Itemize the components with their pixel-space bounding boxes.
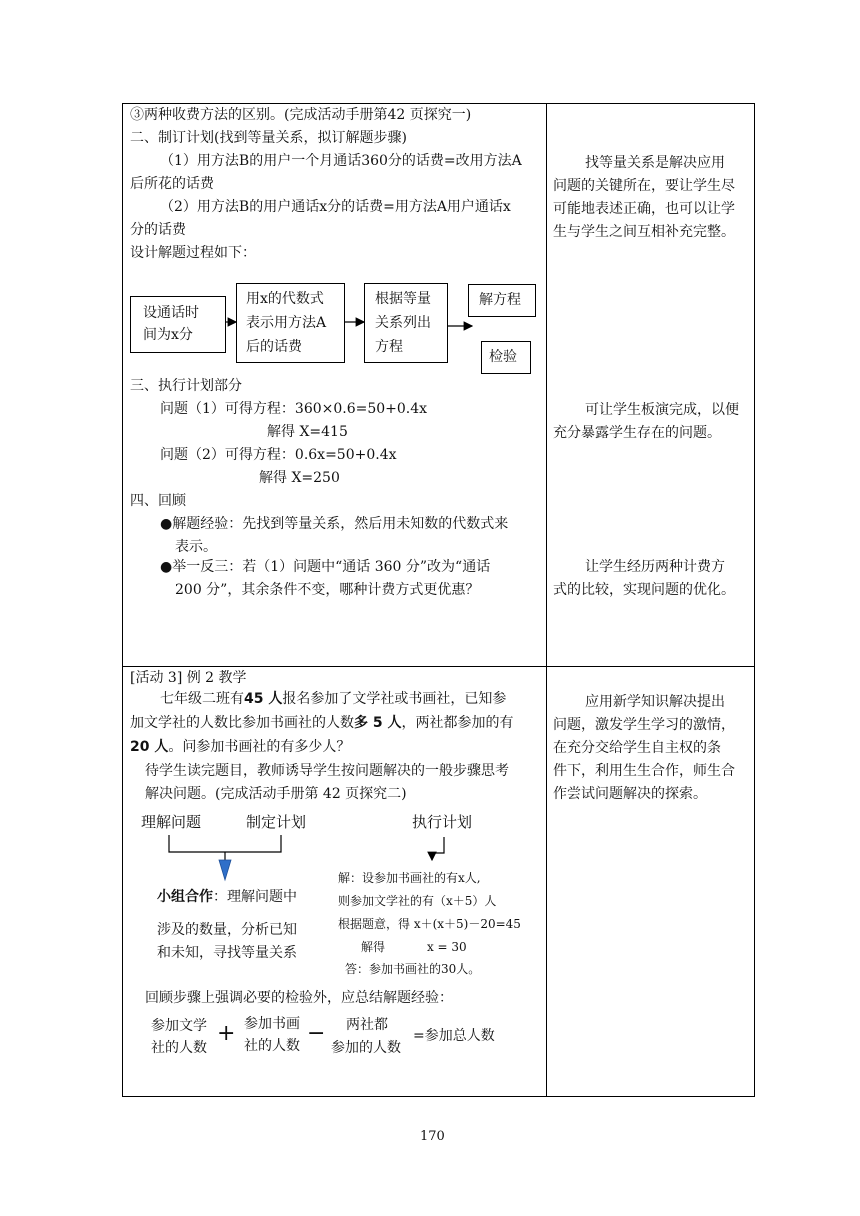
note-line: 在充分交给学生自主权的条 <box>553 740 721 756</box>
bracket-line <box>169 835 281 852</box>
step-understand: 理解问题 <box>141 813 202 831</box>
step-plan: 制定计划 <box>246 813 307 831</box>
formula-result: =参加总人数 <box>413 1028 495 1044</box>
solution-line: 解得 X=250 <box>259 470 340 486</box>
formula-term-b-2: 社的人数 <box>244 1038 300 1054</box>
note-line: 找等量关系是解决应用 <box>585 155 725 171</box>
text-line: ③两种收费方法的区别。(完成活动手册第42 页探究一) <box>130 107 472 123</box>
formula-term-b-1: 参加书画 <box>244 1016 300 1032</box>
bullet-line: ●举一反三：若（1）问题中“通话 360 分”改为“通话 <box>160 559 491 575</box>
text-line: 后所花的话费 <box>130 176 214 192</box>
bullet-line: 表示。 <box>175 539 217 555</box>
group-line: 小组合作：理解问题中 <box>157 889 297 905</box>
note-line: 问题，激发学生学习的激情， <box>553 717 735 733</box>
group-label: 小组合作 <box>157 889 213 905</box>
note-line: 生与学生之间互相补充完整。 <box>553 224 735 240</box>
solution-line: 则参加文学社的有（x＋5）人 <box>338 894 497 908</box>
problem-line: 加文学社的人数比参加书画社的人数多 5 人，两社都参加的有 <box>130 715 514 731</box>
formula-term-c-2: 参加的人数 <box>331 1040 401 1056</box>
problem-line: 20 人。问参加书画社的有多少人？ <box>130 739 351 755</box>
text-line: 设计解题过程如下： <box>130 245 256 261</box>
formula-term-c-1: 两社都 <box>346 1017 388 1033</box>
note-line: 式的比较，实现问题的优化。 <box>553 582 735 598</box>
text-line: 分的话费 <box>130 222 186 238</box>
note-line: 可能地表述正确，也可以让学 <box>553 201 735 217</box>
step-execute: 执行计划 <box>412 813 473 831</box>
down-arrow-icon <box>219 860 231 880</box>
solution-line: 答：参加书画社的30人。 <box>345 962 481 976</box>
text-line: 二、制订计划(找到等量关系，拟订解题步骤) <box>130 130 407 146</box>
equation-line: 问题（1）可得方程：360×0.6=50+0.4x <box>160 401 428 417</box>
note-line: 让学生经历两种计费方 <box>585 559 725 575</box>
flow-box-1: 设通话时 间为x分 <box>130 296 226 353</box>
section-heading: 三、执行计划部分 <box>130 378 242 394</box>
group-line: 和未知，寻找等量关系 <box>157 945 297 961</box>
solution-line: 根据题意，得 x＋(x＋5)－20=45 <box>338 917 521 931</box>
text-line: （1）用方法B的用户一个月通话360分的话费=改用方法A <box>160 153 522 169</box>
solution-line: 解得 X=415 <box>267 424 348 440</box>
guide-line: 待学生读完题目，教师诱导学生按问题解决的一般步骤思考 <box>145 763 509 779</box>
review-line: 回顾步骤上强调必要的检验外，应总结解题经验： <box>145 990 453 1006</box>
formula-term-a-2: 社的人数 <box>151 1040 207 1056</box>
note-line: 问题的关键所在，要让学生尽 <box>553 178 735 194</box>
minus-sign: − <box>307 1021 326 1046</box>
group-line: 涉及的数量，分析已知 <box>157 922 297 938</box>
guide-line: 解决问题。(完成活动手册第 42 页探究二) <box>145 786 407 802</box>
bullet-line: 200 分”，其余条件不变，哪种计费方式更优惠？ <box>175 582 480 598</box>
solution-line: 解：设参加书画社的有x人, <box>338 871 481 885</box>
plus-sign: + <box>217 1021 236 1046</box>
flow-box-3: 根据等量 关系列出 方程 <box>364 283 448 363</box>
execute-arrow-line <box>432 837 444 860</box>
note-line: 充分暴露学生存在的问题。 <box>553 425 721 441</box>
flow-box-4: 解方程 <box>468 284 536 317</box>
page-number: 170 <box>420 1129 445 1144</box>
formula-term-a-1: 参加文学 <box>151 1018 207 1034</box>
bullet-line: ●解题经验：先找到等量关系，然后用未知数的代数式来 <box>160 516 509 532</box>
note-line: 应用新学知识解决提出 <box>585 694 725 710</box>
flow-box-2: 用x的代数式 表示用方法A 后的话费 <box>236 283 345 363</box>
note-line: 件下，利用生生合作，师生合 <box>553 763 735 779</box>
problem-line: 七年级二班有45 人报名参加了文学社或书画社，已知参 <box>160 691 507 707</box>
activity-title: [活动 3] 例 2 教学 <box>130 670 247 686</box>
note-line: 作尝试问题解决的探索。 <box>553 786 707 802</box>
equation-line: 问题（2）可得方程：0.6x=50+0.4x <box>160 447 397 463</box>
note-line: 可让学生板演完成，以便 <box>585 402 739 418</box>
solution-line: 解得 x = 30 <box>361 940 467 954</box>
text-line: （2）用方法B的用户通话x分的话费=用方法A用户通话x <box>160 199 511 215</box>
flow-box-5: 检验 <box>481 341 531 374</box>
section-heading: 四、回顾 <box>130 493 186 509</box>
